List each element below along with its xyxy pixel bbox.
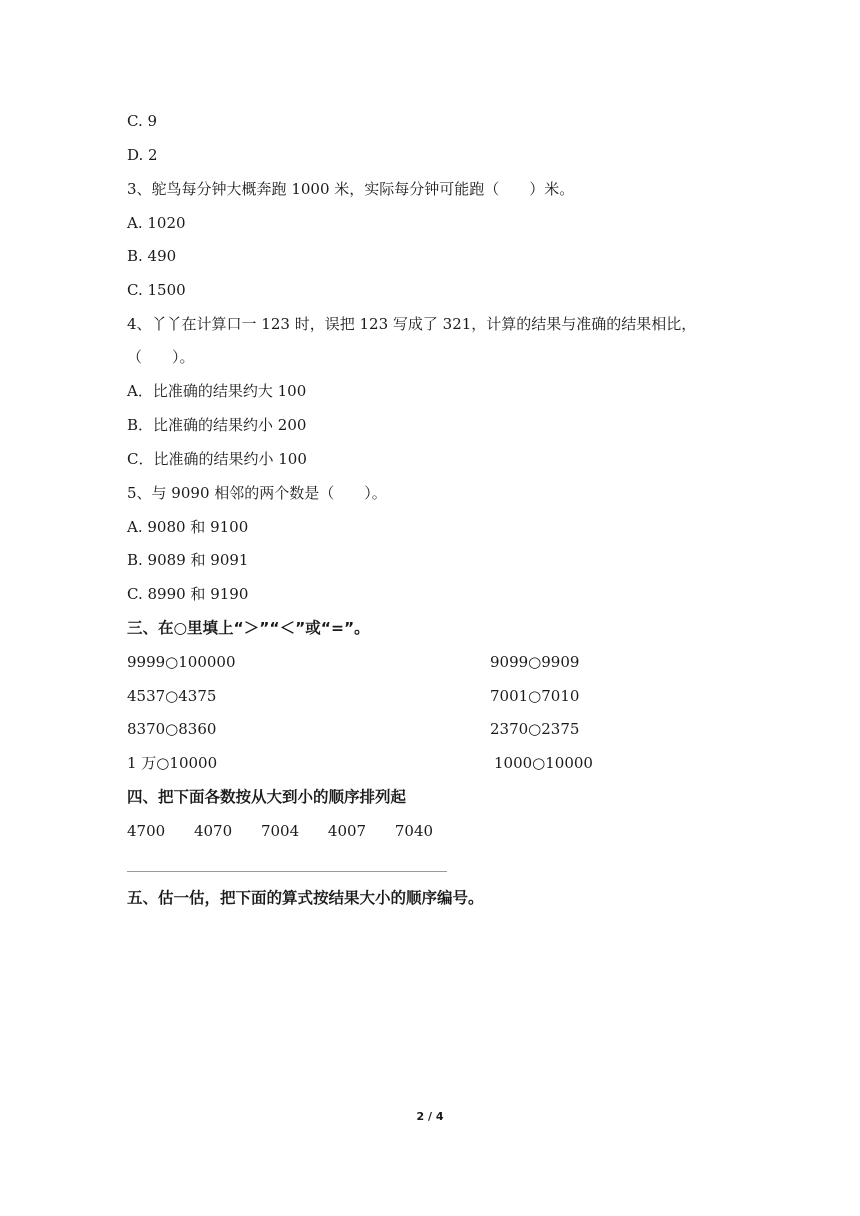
compare-item: 9999○100000 xyxy=(127,653,236,671)
compare-item: 1000○10000 xyxy=(494,754,593,772)
q4-stem-line2: （ ）。 xyxy=(127,348,195,366)
q3-stem: 3、鸵鸟每分钟大概奔跑 1000 米，实际每分钟可能跑（ ）米。 xyxy=(127,180,575,198)
section5-title: 五、估一估，把下面的算式按结果大小的顺序编号。 xyxy=(127,889,484,907)
q4-stem-line1: 4、丫丫在计算口一 123 时，误把 123 写成了 321，计算的结果与准确的结果相比， xyxy=(127,315,697,333)
number-item: 7040 xyxy=(394,822,434,840)
compare-item: 7001○7010 xyxy=(490,687,580,705)
q3-option-c: C. 1500 xyxy=(127,281,186,299)
answer-blank-line xyxy=(127,871,447,872)
compare-item: 4537○4375 xyxy=(127,687,217,705)
q2-option-d: D. 2 xyxy=(127,146,158,164)
page-number: 2 / 4 xyxy=(416,1110,444,1123)
q5-option-c: C. 8990 和 9190 xyxy=(127,585,249,603)
number-item: 7004 xyxy=(260,822,300,840)
number-item: 4700 xyxy=(127,822,166,840)
q3-option-a: A. 1020 xyxy=(127,214,186,232)
number-item: 4007 xyxy=(327,822,367,840)
q2-option-c: C. 9 xyxy=(127,112,158,130)
compare-item: 8370○8360 xyxy=(127,720,217,738)
q4-option-b: B．比准确的结果约小 200 xyxy=(127,416,307,434)
number-list xyxy=(127,821,457,841)
q4-option-a: A．比准确的结果约大 100 xyxy=(127,382,307,400)
section4-title: 四、把下面各数按从大到小的顺序排列起 xyxy=(127,788,407,806)
q5-stem: 5、与 9090 相邻的两个数是（ ）。 xyxy=(127,484,387,502)
compare-item: 1 万○10000 xyxy=(127,754,218,772)
compare-item: 2370○2375 xyxy=(490,720,580,738)
number-item: 4070 xyxy=(193,822,233,840)
section3-title: 三、在○里填上“＞”“＜”或“=”。 xyxy=(127,619,370,637)
q5-option-b: B. 9089 和 9091 xyxy=(127,551,249,569)
q4-option-c: C．比准确的结果约小 100 xyxy=(127,450,307,468)
q5-option-a: A. 9080 和 9100 xyxy=(127,518,249,536)
compare-item: 9099○9909 xyxy=(490,653,580,671)
q3-option-b: B. 490 xyxy=(127,247,177,265)
